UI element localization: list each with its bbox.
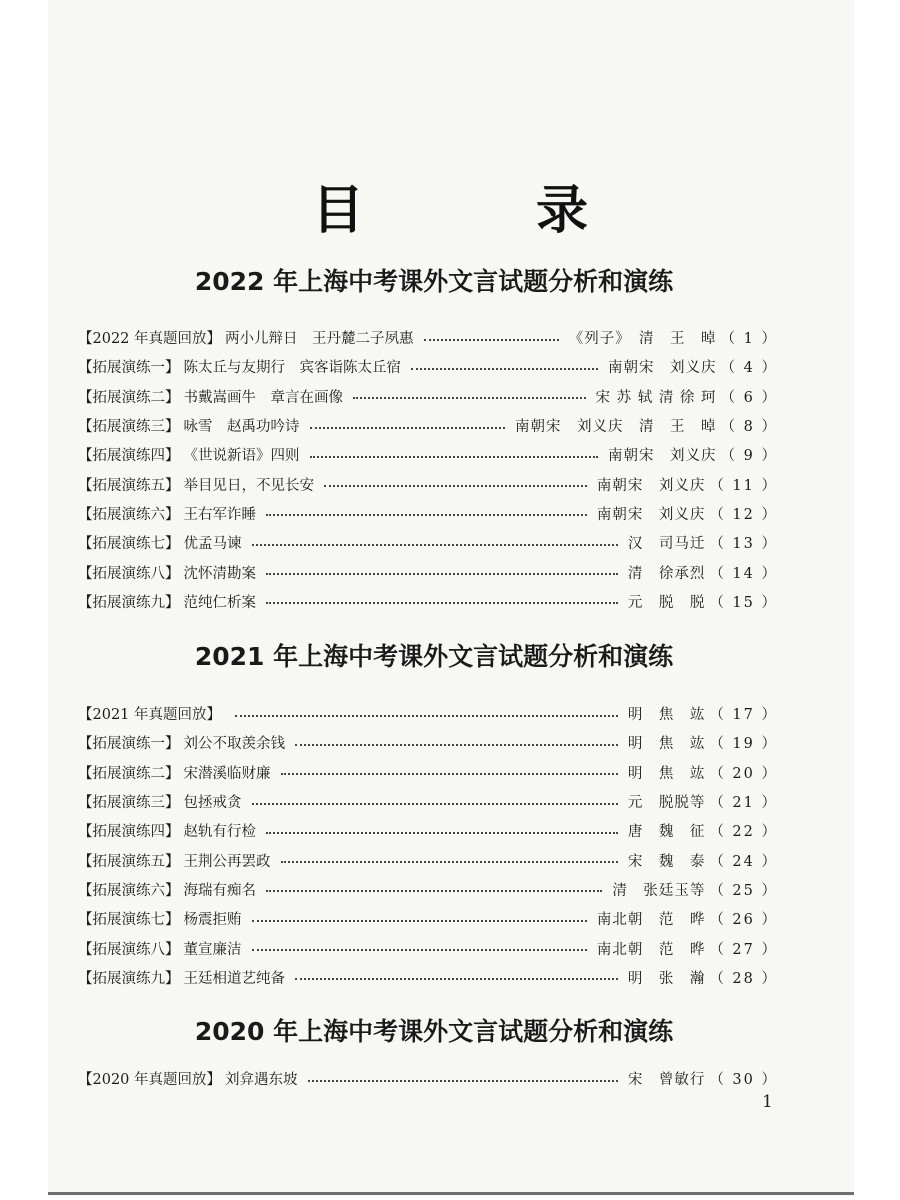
toc-entry-tag: 【拓展演练九】 — [78, 970, 180, 987]
dot-leader — [266, 890, 602, 892]
toc-entry-page-number: （ 17 ） — [709, 707, 778, 724]
dot-leader — [235, 715, 618, 717]
toc-entry[interactable] — [78, 787, 778, 816]
toc-entry[interactable] — [78, 875, 778, 904]
toc-entry[interactable] — [78, 845, 778, 874]
toc-entry-page-number: （ 12 ） — [709, 506, 778, 523]
toc-entry-page-number: （ 26 ） — [709, 912, 778, 929]
toc-entry-title: 王荆公再罢政 — [183, 853, 271, 870]
toc-entry[interactable] — [78, 699, 778, 728]
toc-entry-page-number: （ 9 ） — [720, 448, 778, 465]
toc-entry-tag: 【拓展演练二】 — [78, 389, 180, 406]
toc-entry-tag: 【拓展演练五】 — [78, 853, 180, 870]
toc-entry-page-number: （ 25 ） — [709, 882, 778, 899]
toc-entry-author: 南北朝 范 晔 — [596, 941, 706, 958]
toc-entry-tag: 【拓展演练一】 — [78, 736, 180, 753]
toc-entry-author: 元 脱 脱 — [627, 594, 706, 611]
toc-entry[interactable] — [78, 933, 778, 962]
toc-list-2022 — [78, 323, 778, 616]
toc-entry-tag: 【2021 年真题回放】 — [78, 707, 222, 724]
toc-entry[interactable] — [78, 816, 778, 845]
dot-leader — [324, 485, 587, 487]
toc-entry-tag: 【拓展演练八】 — [78, 941, 180, 958]
toc-entry[interactable] — [78, 440, 778, 469]
toc-entry-author: 汉 司马迁 — [627, 536, 706, 553]
toc-entry-author: 南北朝 范 晔 — [596, 912, 706, 929]
dot-leader — [252, 920, 587, 922]
toc-entry-author: 元 脱脱等 — [627, 795, 706, 812]
toc-entry-author: 宋 曾敏行 — [627, 1072, 706, 1089]
dot-leader — [310, 427, 506, 429]
toc-entry-page-number: （ 11 ） — [709, 477, 778, 494]
toc-entry-page-number: （ 14 ） — [709, 565, 778, 582]
toc-entry[interactable] — [78, 411, 778, 440]
toc-entry-page-number: （ 1 ） — [720, 331, 778, 348]
dot-leader — [310, 456, 599, 458]
dot-leader — [266, 602, 618, 604]
toc-entry-page-number: （ 24 ） — [709, 853, 778, 870]
toc-entry-tag: 【拓展演练六】 — [78, 506, 180, 523]
toc-entry-tag: 【拓展演练六】 — [78, 882, 180, 899]
toc-entry-tag: 【拓展演练一】 — [78, 360, 180, 377]
toc-entry-page-number: （ 21 ） — [709, 795, 778, 812]
toc-entry-tag: 【拓展演练三】 — [78, 419, 180, 436]
toc-entry-title: 范纯仁析案 — [183, 594, 256, 611]
toc-entry-title: 咏雪 赵禹功吟诗 — [183, 419, 300, 436]
toc-entry-page-number: （ 28 ） — [709, 970, 778, 987]
dot-leader — [308, 1080, 618, 1082]
toc-entry-title: 包拯戒贪 — [183, 795, 242, 812]
toc-entry-page-number: （ 13 ） — [709, 536, 778, 553]
toc-entry-author: 清 张廷玉等 — [612, 882, 706, 899]
toc-entry-title: 赵轨有行检 — [183, 824, 256, 841]
toc-entry[interactable] — [78, 323, 778, 352]
dot-leader — [411, 368, 598, 370]
toc-entry-title: 刘公不取羡余钱 — [183, 736, 285, 753]
toc-entry-title: 沈怀清勘案 — [183, 565, 256, 582]
toc-entry-author: 南朝宋 刘义庆 — [608, 448, 717, 465]
toc-entry-tag: 【拓展演练四】 — [78, 448, 180, 465]
toc-entry-author: 宋 苏 轼 清 徐 珂 — [595, 389, 717, 406]
toc-entry[interactable] — [78, 557, 778, 586]
toc-entry-page-number: （ 22 ） — [709, 824, 778, 841]
toc-entry-author: 南朝宋 刘义庆 — [596, 506, 706, 523]
dot-leader — [252, 803, 618, 805]
dot-leader — [252, 949, 587, 951]
toc-entry-tag: 【拓展演练八】 — [78, 565, 180, 582]
toc-entry-page-number: （ 6 ） — [720, 389, 778, 406]
toc-entry-tag: 【2022 年真题回放】 — [78, 331, 222, 348]
toc-entry[interactable] — [78, 528, 778, 557]
section-heading-2020: 2020 年上海中考课外文言试题分析和演练 — [194, 1017, 674, 1046]
toc-entry-tag: 【拓展演练三】 — [78, 795, 180, 812]
toc-entry-author: 《列子》 清 王 晫 — [568, 331, 717, 348]
bottom-rule — [48, 1192, 854, 1195]
toc-entry-title: 海瑞有痴名 — [183, 882, 256, 899]
toc-entry-tag: 【拓展演练七】 — [78, 536, 180, 553]
toc-entry-title: 刘弇遇东坡 — [225, 1072, 298, 1089]
dot-leader — [295, 978, 618, 980]
toc-entry-title: 书戴嵩画牛 章言在画像 — [183, 389, 343, 406]
toc-entry-author: 明 焦 竑 — [627, 765, 706, 782]
toc-entry-author: 南朝宋 刘义庆 — [596, 477, 706, 494]
toc-entry-title: 陈太丘与友期行 宾客诣陈太丘宿 — [183, 360, 401, 377]
toc-entry-title: 杨震拒贿 — [183, 912, 242, 929]
dot-leader — [266, 573, 618, 575]
toc-entry-page-number: （ 15 ） — [709, 594, 778, 611]
toc-entry-tag: 【拓展演练九】 — [78, 594, 180, 611]
toc-entry-tag: 【拓展演练五】 — [78, 477, 180, 494]
toc-list-2020 — [78, 1064, 778, 1093]
toc-entry-tag: 【拓展演练七】 — [78, 912, 180, 929]
dot-leader — [353, 397, 586, 399]
toc-entry[interactable] — [78, 963, 778, 992]
toc-entry-title: 两小儿辩日 王丹麓二子夙惠 — [225, 331, 414, 348]
toc-entry-title: 《世说新语》四则 — [183, 448, 300, 465]
toc-entry-author: 明 张 瀚 — [627, 970, 706, 987]
toc-entry[interactable] — [78, 1064, 778, 1093]
dot-leader — [281, 861, 618, 863]
toc-entry-title: 举目见日，不见长安 — [183, 477, 314, 494]
toc-entry-page-number: （ 20 ） — [709, 765, 778, 782]
toc-list-2021 — [78, 699, 778, 992]
page-number: 1 — [762, 1092, 773, 1112]
toc-entry[interactable] — [78, 352, 778, 381]
toc-entry-page-number: （ 27 ） — [709, 941, 778, 958]
toc-entry-author: 明 焦 竑 — [627, 707, 706, 724]
toc-entry-page-number: （ 8 ） — [720, 419, 778, 436]
toc-entry-tag: 【拓展演练二】 — [78, 765, 180, 782]
toc-entry-tag: 【拓展演练四】 — [78, 824, 180, 841]
dot-leader — [266, 832, 618, 834]
page-title: 目 录 — [311, 181, 648, 241]
section-heading-2021: 2021 年上海中考课外文言试题分析和演练 — [194, 642, 674, 671]
toc-entry-author: 明 焦 竑 — [627, 736, 706, 753]
toc-entry[interactable] — [78, 469, 778, 498]
dot-leader — [252, 544, 618, 546]
toc-entry-page-number: （ 4 ） — [720, 360, 778, 377]
toc-entry-author: 宋 魏 泰 — [627, 853, 706, 870]
toc-entry-page-number: （ 30 ） — [709, 1072, 778, 1089]
toc-entry-title: 董宣廉洁 — [183, 941, 242, 958]
dot-leader — [281, 773, 618, 775]
dot-leader — [295, 744, 618, 746]
toc-entry[interactable] — [78, 499, 778, 528]
toc-entry-tag: 【2020 年真题回放】 — [78, 1072, 222, 1089]
dot-leader — [266, 514, 587, 516]
toc-entry-author: 清 徐承烈 — [627, 565, 706, 582]
toc-entry-title: 王右军诈睡 — [183, 506, 256, 523]
toc-entry[interactable] — [78, 758, 778, 787]
toc-entry[interactable] — [78, 728, 778, 757]
toc-entry-author: 南朝宋 刘义庆 — [608, 360, 717, 377]
toc-entry[interactable] — [78, 382, 778, 411]
toc-entry-author: 唐 魏 征 — [627, 824, 706, 841]
toc-entry-title: 优孟马谏 — [183, 536, 242, 553]
section-heading-2022: 2022 年上海中考课外文言试题分析和演练 — [194, 267, 674, 296]
toc-entry-title: 王廷相道艺纯备 — [183, 970, 285, 987]
toc-entry-page-number: （ 19 ） — [709, 736, 778, 753]
toc-entry-title: 宋潜溪临财廉 — [183, 765, 271, 782]
toc-entry[interactable] — [78, 904, 778, 933]
dot-leader — [424, 339, 559, 341]
toc-entry-author: 南朝宋 刘义庆 清 王 晫 — [515, 419, 717, 436]
toc-entry[interactable] — [78, 587, 778, 616]
